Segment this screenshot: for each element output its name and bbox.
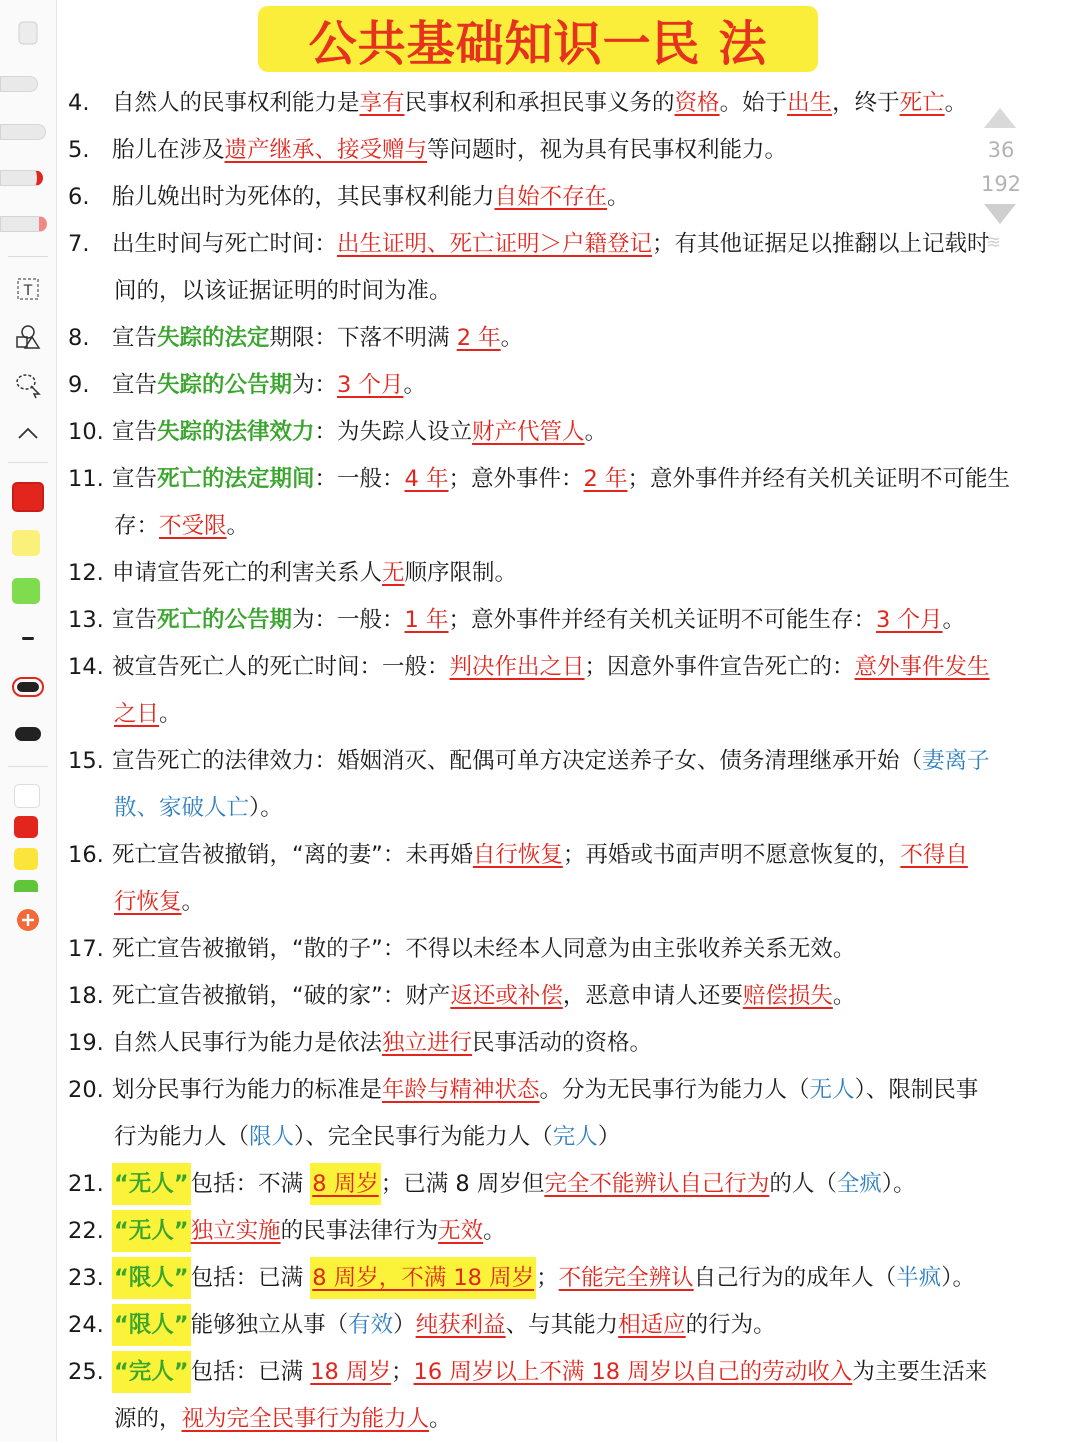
page-up-icon[interactable] [984, 108, 1016, 128]
mnemonic-term: 妻离子 [922, 748, 990, 774]
text-segment: 死亡宣告被撤销，“破的家”：财产 [112, 983, 451, 1009]
text-segment: 宣告 [112, 607, 158, 633]
item-number: 8. [68, 325, 90, 351]
text-tool-icon[interactable] [8, 274, 48, 304]
key-term: 之日 [114, 701, 160, 727]
mnemonic-term: 有效 [348, 1312, 394, 1338]
list-item [68, 644, 1076, 691]
pencil-icon[interactable] [0, 124, 46, 140]
key-term: 遗产继承、接受赠与 [224, 137, 428, 163]
item-number: 22. [68, 1218, 104, 1244]
lasso-select-icon[interactable] [8, 370, 48, 400]
list-item [68, 550, 1076, 597]
text-segment: 等问题时，视为具有民事权利能力。 [427, 137, 788, 163]
item-number: 14. [68, 654, 104, 680]
text-segment: 申请宣告死亡的利害关系人 [112, 560, 383, 586]
text-segment: ）、完全民事行为能力人（ [294, 1124, 553, 1150]
key-term: 财产代管人 [472, 419, 585, 445]
mnemonic-term: 全疯 [836, 1171, 882, 1197]
text-segment: 存： [114, 513, 160, 539]
text-segment: 的行为。 [685, 1312, 776, 1338]
list-item [68, 1067, 1076, 1114]
text-segment: 。 [832, 983, 856, 1009]
text-segment: 。 [607, 184, 630, 210]
key-term: 相适应 [618, 1312, 686, 1338]
checkbox-icon[interactable] [14, 784, 40, 808]
text-segment: 民事权利和承担民事义务的 [404, 90, 675, 116]
list-item [68, 1161, 1076, 1208]
text-segment: 为： [292, 372, 338, 398]
text-segment: 。 [181, 889, 205, 915]
topic-term: 失踪的法定 [157, 325, 270, 351]
list-item [68, 1255, 1076, 1302]
svg-text:T: T [23, 283, 33, 299]
item-number: 5. [68, 137, 90, 163]
text-segment: 为：一般： [292, 607, 405, 633]
chevron-up-icon[interactable] [8, 420, 48, 446]
text-segment: ； [536, 1265, 559, 1291]
color-swatch-red-2[interactable] [14, 816, 38, 838]
item-number: 18. [68, 983, 104, 1009]
topic-term: 失踪的法律效力 [157, 419, 315, 445]
mnemonic-term: 半疯 [896, 1265, 942, 1291]
list-item [68, 973, 1076, 1020]
list-item [68, 1349, 1076, 1396]
key-term: 死亡 [899, 90, 945, 116]
item-number: 16. [68, 842, 104, 868]
text-segment: ；意外事件： [448, 466, 584, 492]
text-segment: 。 [944, 90, 968, 116]
item-number: 6. [68, 184, 90, 210]
medium-stroke-icon[interactable] [8, 672, 48, 702]
list-item [68, 1302, 1076, 1349]
item-number: 19. [68, 1030, 104, 1056]
text-segment: ：为失踪人设立 [314, 419, 473, 445]
key-term: 返还或补偿 [450, 983, 563, 1009]
item-number: 23. [68, 1265, 104, 1291]
item-number: 17. [68, 936, 104, 962]
text-segment: 胎儿在涉及 [112, 137, 225, 163]
list-item [68, 1208, 1076, 1255]
text-segment: 胎儿娩出时为死体的，其民事权利能力 [112, 184, 495, 210]
text-segment: 。始于 [719, 90, 788, 116]
color-swatch-yellow[interactable] [12, 530, 40, 556]
item-number: 21. [68, 1171, 104, 1197]
key-term: 18 周岁 [310, 1359, 392, 1385]
key-term: 完全不能辨认自己行为 [544, 1171, 770, 1197]
note-content [68, 80, 1076, 1443]
key-term: 出生证明、死亡证明＞户籍登记 [337, 231, 653, 257]
text-segment: ；有其他证据足以推翻以上记载时 [652, 231, 990, 257]
jump-to-end-icon[interactable]: ≋ [986, 232, 1002, 253]
key-term: 不能完全辨认 [558, 1265, 694, 1291]
text-segment: 。 [942, 607, 966, 633]
text-segment: ）。 [881, 1171, 916, 1197]
key-term: 无效 [438, 1218, 484, 1244]
highlighted-term: “无人” [112, 1163, 191, 1205]
text-segment: 。分为无民事行为能力人（ [539, 1077, 810, 1103]
text-segment: 。 [429, 1406, 452, 1432]
highlighted-term: “完人” [112, 1351, 191, 1393]
highlighted-term: “限人” [112, 1257, 191, 1299]
text-segment: 划分民事行为能力的标准是 [112, 1077, 383, 1103]
text-segment: ； [391, 1359, 414, 1385]
list-item [68, 409, 1076, 456]
list-item-continuation [68, 1114, 1076, 1161]
text-segment: ；因意外事件宣告死亡的： [584, 654, 855, 680]
text-segment: 为主要生活来 [852, 1359, 988, 1385]
text-segment: 宣告死亡的法律效力：婚姻消灭、配偶可单方决定送养子女、债务清理继承开始（ [112, 748, 923, 774]
key-term: 纯获利益 [415, 1312, 506, 1338]
mnemonic-term: 完人 [552, 1124, 598, 1150]
text-segment: 。 [500, 325, 524, 351]
item-number: 9. [68, 372, 90, 398]
text-segment: ，终于 [832, 90, 900, 116]
thin-stroke-icon[interactable] [8, 628, 48, 648]
mnemonic-term: 无人 [809, 1077, 855, 1103]
list-item-continuation [68, 691, 1076, 738]
list-item [68, 597, 1076, 644]
text-segment: 出生时间与死亡时间： [112, 231, 338, 257]
text-segment: 顺序限制。 [404, 560, 518, 586]
color-swatch-red[interactable] [12, 482, 44, 512]
list-item [68, 221, 1076, 268]
highlighter-icon[interactable] [0, 216, 47, 232]
text-segment: 。 [159, 701, 182, 727]
text-segment: 宣告 [112, 325, 158, 351]
key-term: 自始不存在 [494, 184, 608, 210]
key-term: 年龄与精神状态 [382, 1077, 540, 1103]
key-term: 无 [382, 560, 405, 586]
highlighted-term: “无人” [112, 1210, 191, 1252]
text-segment: 宣告 [112, 372, 158, 398]
list-item [68, 738, 1076, 785]
key-term: 判决作出之日 [449, 654, 585, 680]
item-number: 20. [68, 1077, 104, 1103]
text-segment: 包括：已满 [190, 1359, 311, 1385]
color-swatch-yellow-2[interactable] [14, 848, 38, 870]
text-segment: 期限：下落不明满 [269, 325, 457, 351]
list-item [68, 315, 1076, 362]
tool-sidebar [0, 0, 57, 1441]
item-number: 10. [68, 419, 104, 445]
text-segment: 自然人的民事权利能力是 [112, 90, 360, 116]
current-page-number: 36 [987, 138, 1015, 162]
text-segment: ；已满 8 周岁但 [380, 1171, 545, 1197]
list-item-continuation [68, 1396, 1076, 1443]
key-term: 资格 [674, 90, 720, 116]
mnemonic-term: 散、家破人亡 [114, 795, 250, 821]
text-segment: 包括：不满 [190, 1171, 311, 1197]
text-segment: 死亡宣告被撤销，“离的妻”：未再婚 [112, 842, 473, 868]
text-segment: 。 [403, 372, 427, 398]
text-segment: ）。 [941, 1265, 975, 1291]
list-item-continuation [68, 785, 1076, 832]
key-term: 1 年 [404, 607, 449, 633]
list-item [68, 456, 1076, 503]
text-segment: 宣告 [112, 419, 158, 445]
list-item [68, 127, 1076, 174]
key-term: 赔偿损失 [742, 983, 833, 1009]
item-number: 13. [68, 607, 104, 633]
key-term: 3 个月 [337, 372, 404, 398]
key-term: 行恢复 [114, 889, 182, 915]
list-item [68, 926, 1076, 973]
page-title: 公共基础知识一民 法 [308, 15, 768, 72]
highlighted-term: “限人” [112, 1304, 191, 1346]
text-segment: 间的，以该证据证明的时间为准。 [114, 278, 452, 304]
text-segment: 的民事法律行为 [280, 1218, 439, 1244]
list-item [68, 80, 1076, 127]
eraser-icon[interactable] [8, 16, 48, 50]
list-item-continuation [68, 879, 1076, 926]
total-page-count: 192 [980, 172, 1022, 196]
text-segment: 的人（ [769, 1171, 837, 1197]
key-term: 自行恢复 [472, 842, 563, 868]
text-segment: ：一般： [314, 466, 405, 492]
topic-term: 死亡的法定期间 [157, 466, 315, 492]
text-segment: 民事活动的资格。 [472, 1030, 653, 1056]
text-segment: 被宣告死亡人的死亡时间：一般： [112, 654, 450, 680]
page-down-icon[interactable] [984, 204, 1016, 224]
key-term: 2 年 [456, 325, 501, 351]
list-item [68, 1020, 1076, 1067]
key-term: 享有 [359, 90, 405, 116]
item-number: 25. [68, 1359, 104, 1385]
topic-term: 死亡的公告期 [157, 607, 293, 633]
key-term: 独立实施 [190, 1218, 281, 1244]
text-segment: ）。 [249, 795, 283, 821]
text-segment: ） [597, 1124, 621, 1150]
text-segment: ） [393, 1312, 416, 1338]
text-segment: 源的， [114, 1406, 182, 1432]
list-item [68, 362, 1076, 409]
item-number: 7. [68, 231, 90, 257]
text-segment: ；意外事件并经有关机关证明不可能生 [627, 466, 1011, 492]
thick-stroke-icon[interactable] [8, 722, 48, 746]
list-item [68, 174, 1076, 221]
add-color-icon[interactable] [8, 906, 48, 934]
key-term: 意外事件发生 [854, 654, 990, 680]
text-segment: 死亡宣告被撤销，“散的子”：不得以未经本人同意为由主张收养关系无效。 [112, 936, 856, 962]
item-number: 15. [68, 748, 104, 774]
highlighted-key-term: 8 周岁，不满 18 周岁 [310, 1257, 536, 1299]
text-segment: 能够独立从事（ [190, 1312, 349, 1338]
list-item [68, 832, 1076, 879]
key-term: 2 年 [583, 466, 628, 492]
text-segment: 。 [226, 513, 250, 539]
topic-term: 失踪的公告期 [157, 372, 293, 398]
key-term: 不受限 [159, 513, 227, 539]
list-item-continuation [68, 503, 1076, 550]
page-navigator[interactable] [978, 108, 1024, 278]
text-segment: ）、限制民事 [854, 1077, 979, 1103]
text-segment: 。 [483, 1218, 506, 1244]
key-term: 3 个月 [876, 607, 943, 633]
text-segment: 宣告 [112, 466, 158, 492]
color-swatch-green-2[interactable] [14, 880, 38, 892]
title-banner [258, 6, 818, 72]
fountain-pen-icon[interactable] [0, 76, 38, 92]
key-term: 4 年 [404, 466, 449, 492]
text-segment: 自然人民事行为能力是依法 [112, 1030, 383, 1056]
key-term: 不得自 [900, 842, 968, 868]
key-term: 视为完全民事行为能力人 [181, 1406, 430, 1432]
text-segment: ，恶意申请人还要 [562, 983, 743, 1009]
text-segment: ；再婚或书面声明不愿意恢复的， [562, 842, 901, 868]
key-term: 出生 [787, 90, 833, 116]
color-swatch-green[interactable] [12, 578, 40, 604]
mnemonic-term: 限人 [249, 1124, 295, 1150]
item-number: 4. [68, 90, 90, 116]
list-item-continuation [68, 268, 1076, 315]
highlighted-key-term: 8 周岁 [310, 1163, 380, 1205]
key-term: 独立进行 [382, 1030, 473, 1056]
item-number: 12. [68, 560, 104, 586]
text-segment: 。 [584, 419, 608, 445]
item-number: 24. [68, 1312, 104, 1338]
text-segment: 包括：已满 [190, 1265, 311, 1291]
shapes-icon[interactable] [8, 322, 48, 352]
text-segment: ；意外事件并经有关机关证明不可能生存： [448, 607, 877, 633]
text-segment: 行为能力人（ [114, 1124, 250, 1150]
text-segment: 自己行为的成年人（ [693, 1265, 897, 1291]
marker-icon[interactable] [0, 170, 43, 186]
text-segment: 、与其能力 [505, 1312, 619, 1338]
key-term: 16 周岁以上不满 18 周岁以自己的劳动收入 [413, 1359, 853, 1385]
item-number: 11. [68, 466, 104, 492]
